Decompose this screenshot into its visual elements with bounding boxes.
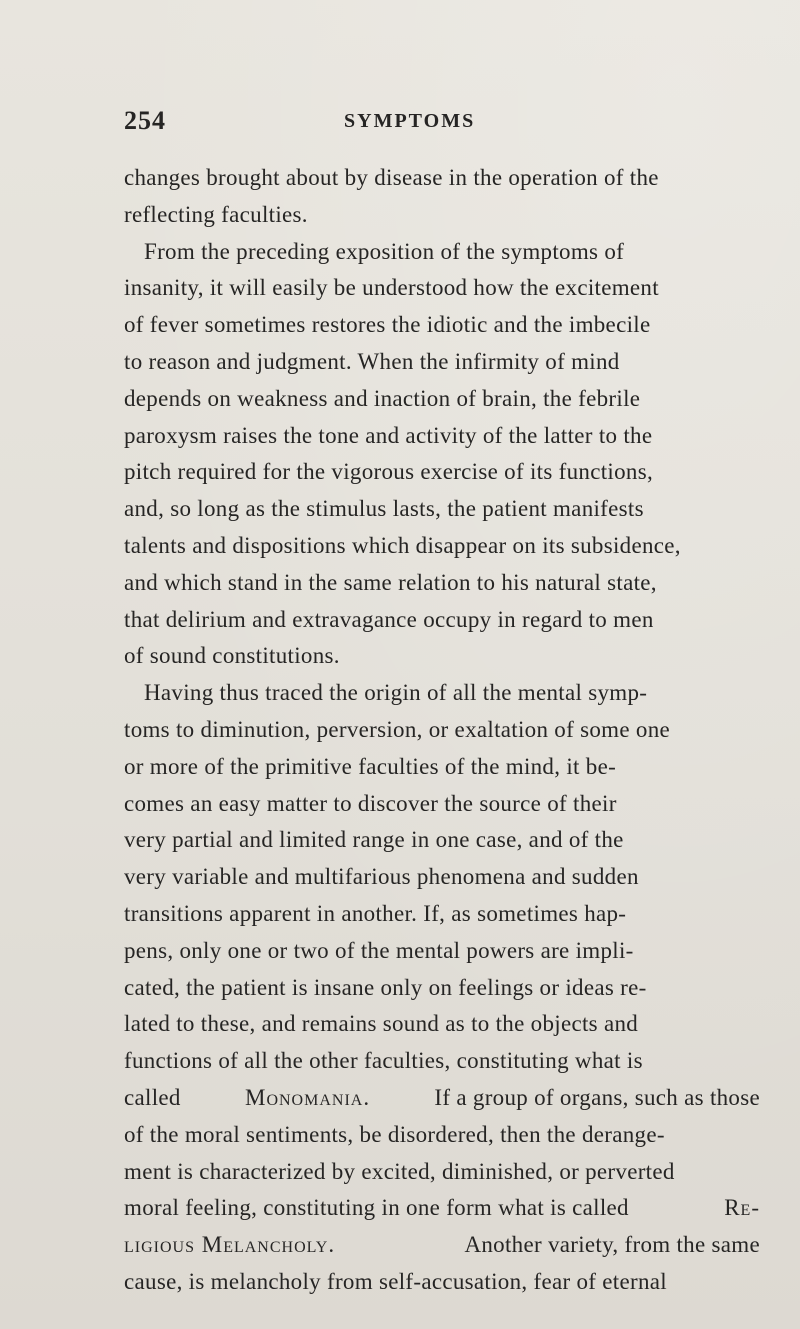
text-line: ment is characterized by excited, diminished, or perverted: [124, 1158, 675, 1184]
text-line: that delirium and extravagance occupy in regard to men: [124, 606, 654, 632]
text-line: cause, is melancholy from self-accusation, fear of eternal: [124, 1268, 667, 1294]
text-line: comes an easy matter to discover the source of their: [124, 790, 617, 816]
text-line: depends on weakness and inaction of brain, the febrile: [124, 385, 641, 411]
text-line: pens, only one or two of the mental powers are impli-: [124, 937, 634, 963]
text-line: very variable and multifarious phenomena and sudden: [124, 864, 639, 890]
text-line: paroxysm raises the tone and activity of the latter to the: [124, 422, 653, 448]
term-monomania: Monomania.: [245, 1084, 371, 1110]
body-text: [124, 160, 760, 1301]
text-line: or more of the primitive faculties of the mind, it be-: [124, 753, 617, 779]
text-line: and which stand in the same relation to his natural state,: [124, 569, 657, 595]
page-number: 254: [124, 106, 166, 135]
text-line: of sound constitutions.: [124, 643, 340, 669]
text-line: to reason and judgment. When the infirmity of mind: [124, 348, 620, 374]
text-line: very partial and limited range in one case, and of the: [124, 827, 624, 853]
text-line: toms to diminution, perversion, or exaltation of some one: [124, 716, 671, 742]
text-line: talents and dispositions which disappear on its subsidence,: [124, 532, 681, 558]
term-religious-start: Re-: [724, 1195, 760, 1221]
text-line: of fever sometimes restores the idiotic and the imbecile: [124, 312, 651, 338]
text-line: transitions apparent in another. If, as sometimes hap-: [124, 900, 627, 926]
text-line: and, so long as the stimulus lasts, the patient manifests: [124, 496, 644, 522]
text-line: changes brought about by disease in the operation of the: [124, 165, 659, 190]
text-line: of the moral sentiments, be disordered, then the derange-: [124, 1121, 665, 1147]
page-header: [124, 106, 760, 146]
running-head: SYMPTOMS: [344, 110, 476, 132]
text-line: ligious Melancholy. Another variety, from the same: [124, 1227, 760, 1264]
term-religious-melancholy: ligious Melancholy.: [124, 1232, 336, 1258]
text-line: cated, the patient is insane only on feelings or ideas re-: [124, 974, 647, 1000]
text-line: lated to these, and remains sound as to the objects and: [124, 1011, 639, 1037]
text-line: moral feeling, constituting in one form what is called Re-: [124, 1190, 760, 1227]
text-line: insanity, it will easily be understood how the excitement: [124, 275, 659, 301]
text-line: From the preceding exposition of the symptoms of: [144, 238, 625, 264]
text-line: Having thus traced the origin of all the mental symp-: [144, 680, 648, 706]
text-line: reflecting faculties.: [124, 201, 308, 227]
text-line: functions of all the other faculties, constituting what is: [124, 1048, 643, 1074]
text-line: called Monomania. If a group of organs, such as those: [124, 1080, 760, 1117]
text-line: pitch required for the vigorous exercise of its functions,: [124, 459, 654, 485]
